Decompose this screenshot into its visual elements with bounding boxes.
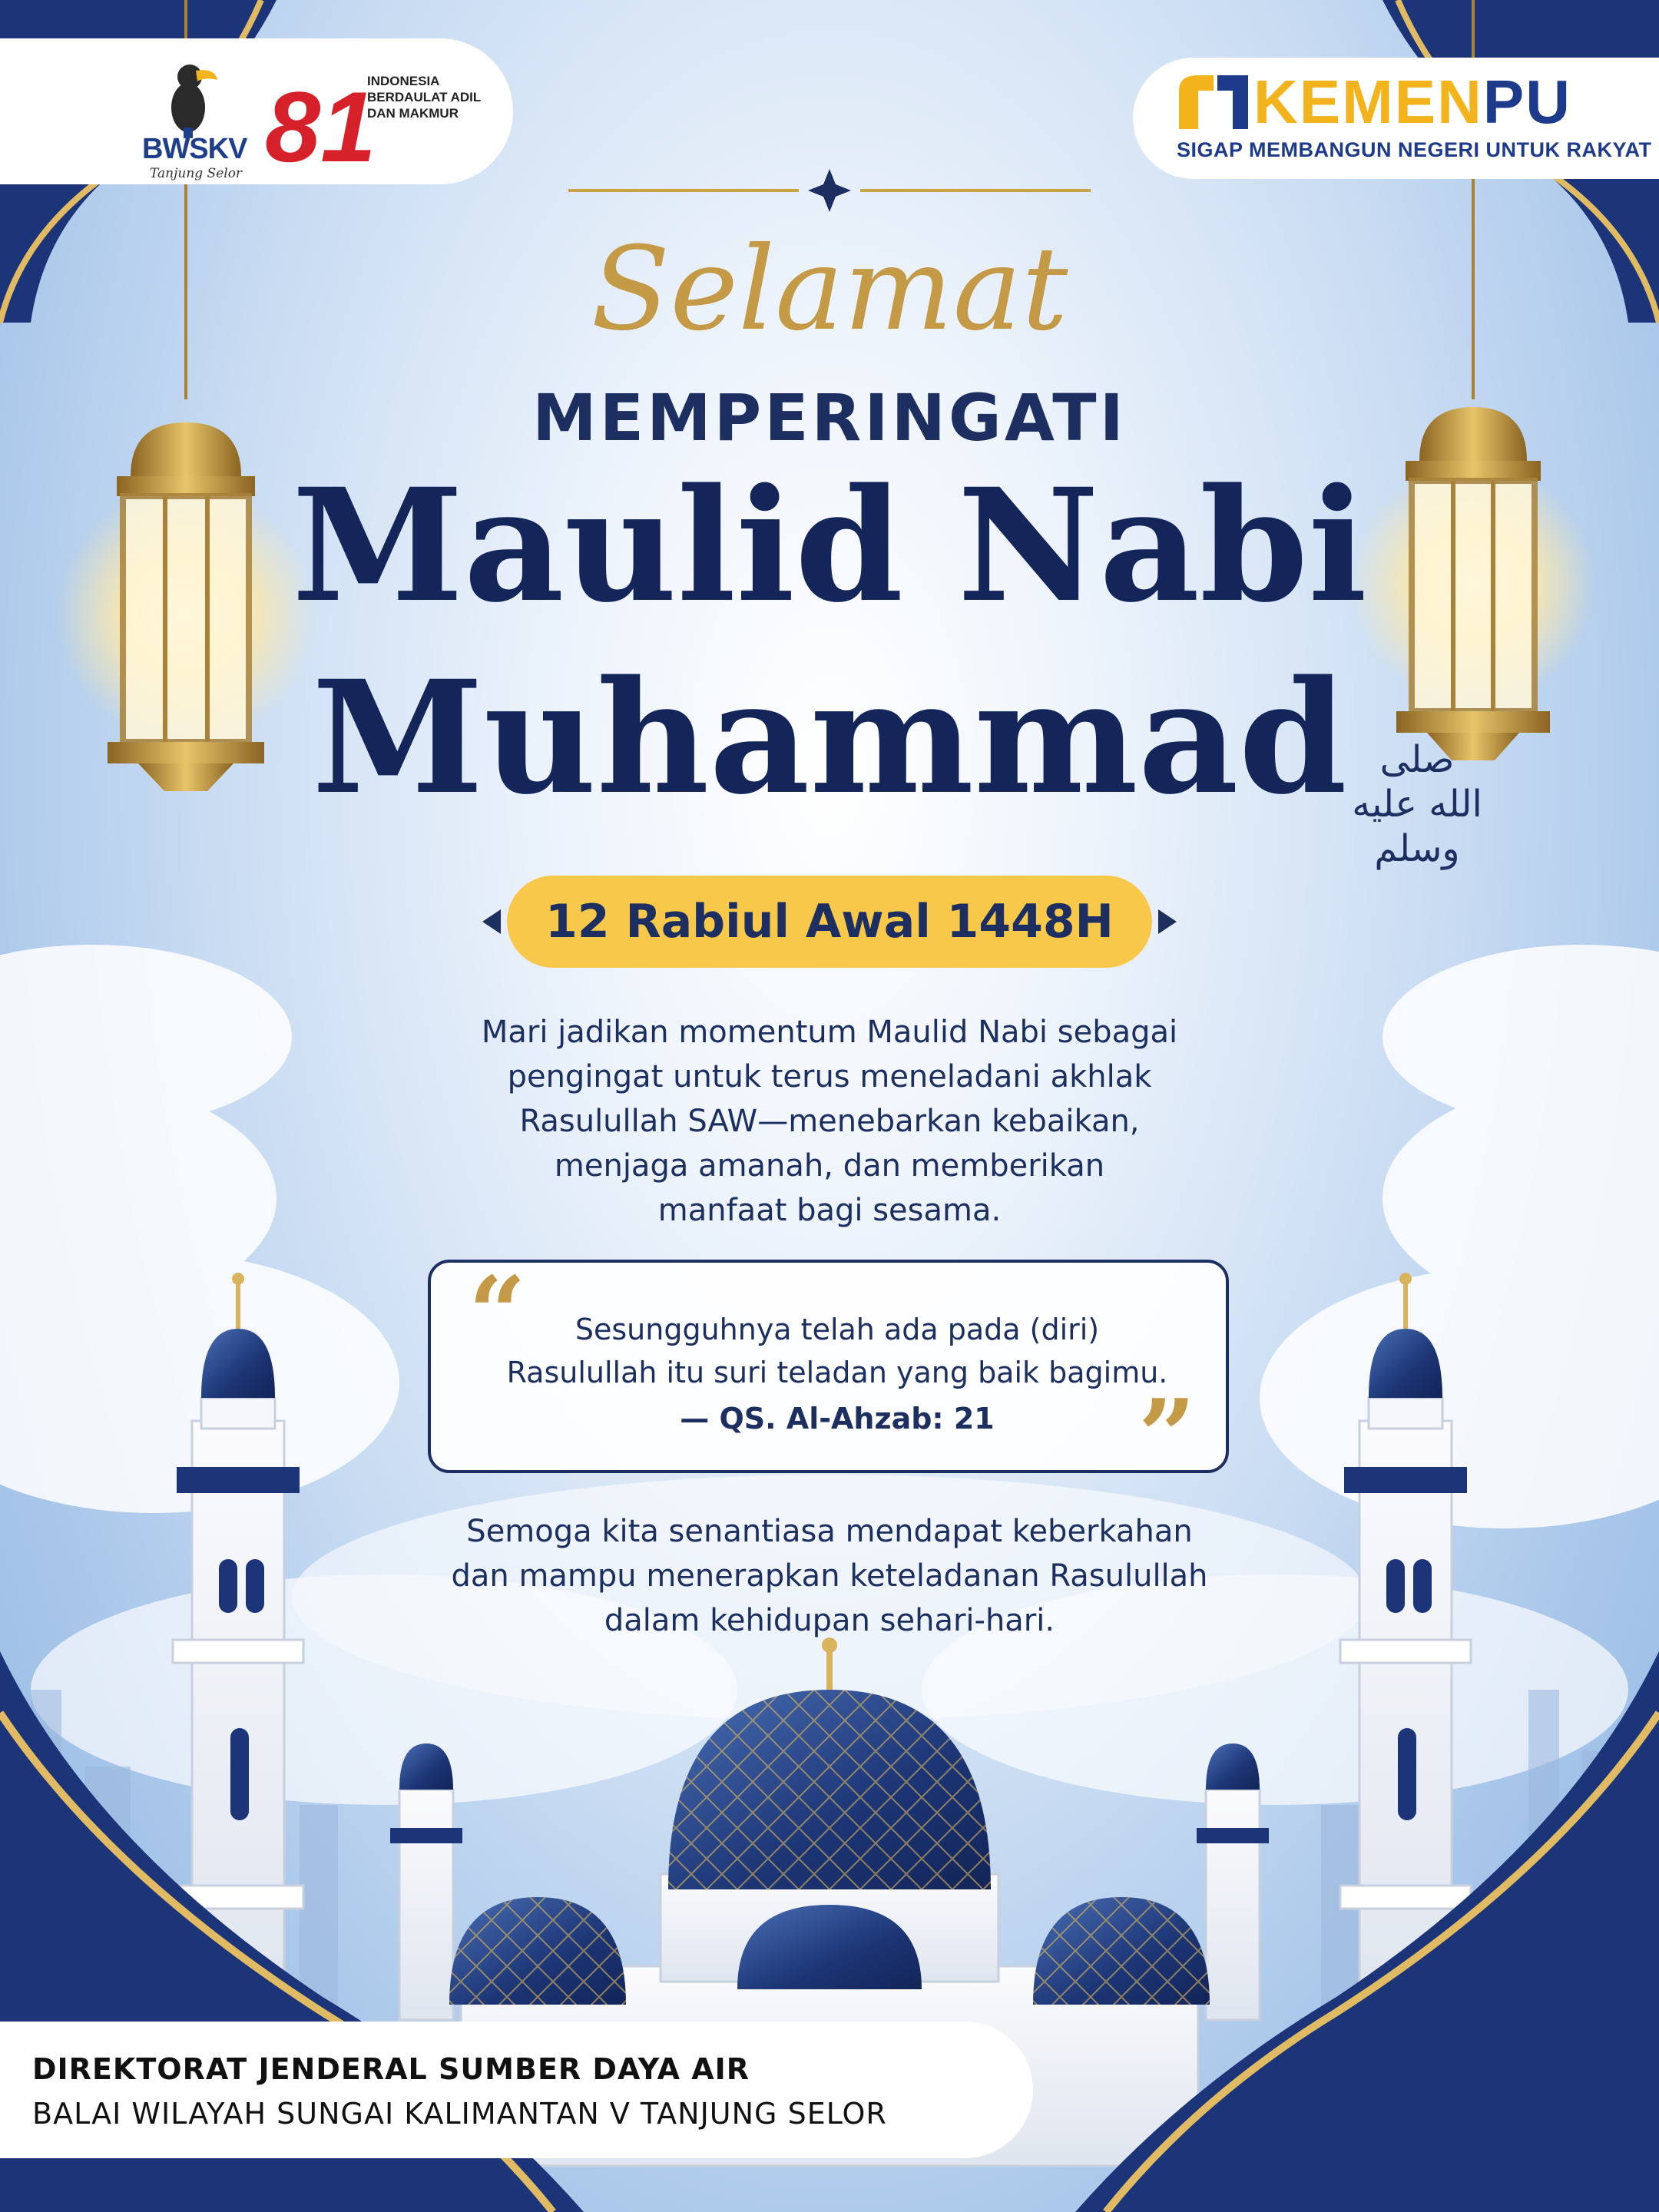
hut-ri-81-logo-icon [265,71,376,183]
closing-text [253,1509,1406,1643]
quote-line-2: Rasulullah itu suri teladan yang baik bagimu. [506,1356,1168,1389]
anniversary-tagline: INDONESIA BERDAULAT ADIL DAN MAKMUR [367,74,481,121]
kemen-text: KEMEN [1253,68,1483,136]
title-line-1: Maulid Nabi [292,454,1367,637]
message-text [253,1010,1406,1233]
message-line: pengingat untuk terus meneladani akhlak [507,1059,1152,1094]
message-line: Rasulullah SAW—menebarkan kebaikan, [519,1104,1140,1139]
quote-source: — QS. Al-Ahzab: 21 [680,1402,995,1435]
quote-text [461,1308,1214,1394]
message-line: menjaga amanah, dan memberikan [554,1148,1105,1184]
arabic-honorific: صلى الله عليه وسلم [1352,738,1482,870]
footer-card [0,2022,1033,2158]
pu-text: PU [1482,68,1572,136]
closing-line: dalam kehidupan sehari-hari. [604,1603,1055,1638]
selamat-script: Selamat [591,223,1068,356]
quote-line-1: Sesungguhnya telah ada pada (diri) [575,1313,1100,1346]
kemenpu-wordmark [1253,68,1571,137]
message-line: manfaat bagi sesama. [657,1193,1002,1228]
footer-directorate: DIREKTORAT JENDERAL SUMBER DAYA AIR [32,2052,750,2086]
close-quote-icon: ” [1138,1377,1196,1495]
bwskv-logo-subtitle: Tanjung Selor [150,166,243,181]
open-quote-icon: “ [469,1254,526,1372]
message-line: Mari jadikan momentum Maulid Nabi sebagai [481,1015,1178,1050]
kemenpu-emblem-icon [1179,75,1248,129]
footer-office: BALAI WILAYAH SUNGAI KALIMANTAN V TANJUNG SELOR [32,2097,887,2131]
pill-right-arrow-icon [1158,909,1177,934]
kemenpu-tagline: SIGAP MEMBANGUN NEGERI UNTUK RAKYAT [1177,138,1652,161]
closing-line: dan mampu menerapkan keteladanan Rasulullah [451,1558,1208,1594]
bwskv-logo-text: BWSKV [142,133,247,165]
svg-text:81: 81 [265,71,376,183]
memperingati-heading: MEMPERINGATI [532,380,1127,455]
title-line-2: Muhammad [312,646,1347,829]
pill-left-arrow-icon [482,909,501,934]
date-label: 12 Rabiul Awal 1448H [545,895,1114,949]
star-ornament-icon [808,169,851,212]
closing-line: Semoga kita senantiasa mendapat keberkahan [466,1514,1193,1549]
hornbill-icon [157,54,219,138]
